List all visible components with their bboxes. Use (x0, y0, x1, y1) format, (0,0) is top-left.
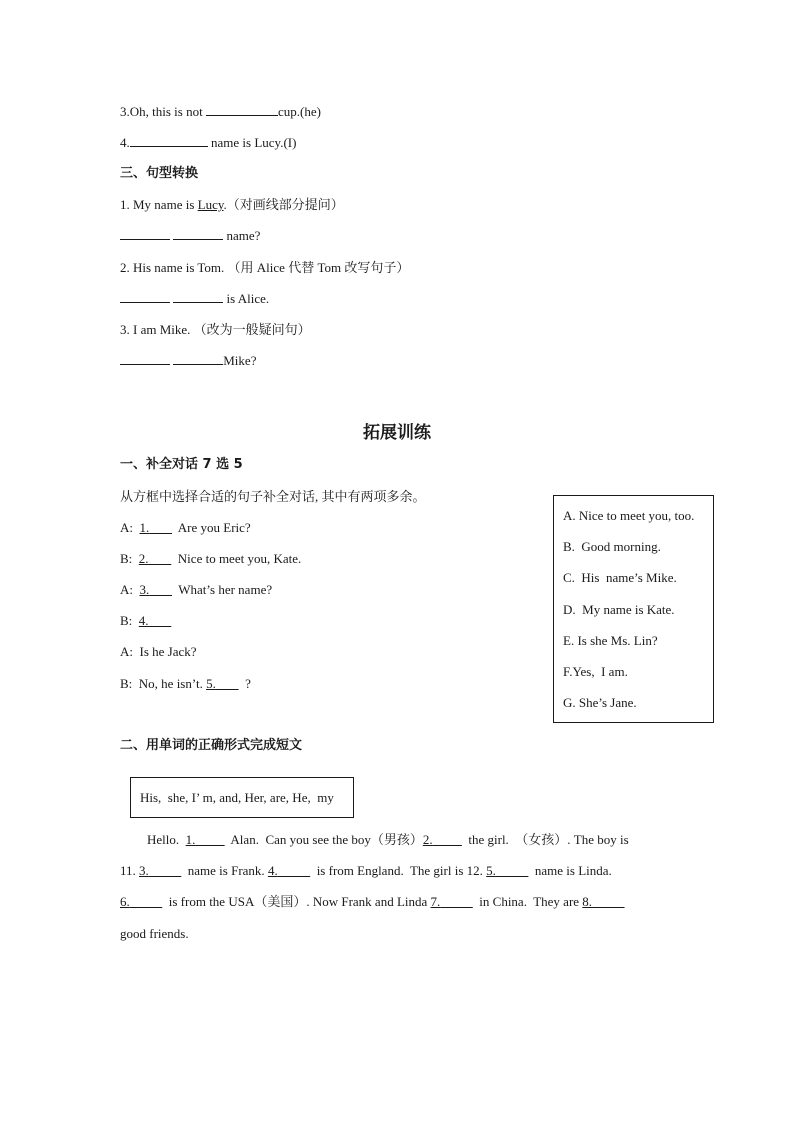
passage-text: name is Linda. (528, 863, 612, 878)
blank-number[interactable]: 2. (138, 551, 149, 566)
word-bank (130, 777, 354, 818)
blank-number[interactable]: 5. (486, 863, 496, 878)
option-f: F.Yes, I am. (563, 664, 628, 679)
passage-text: 11. (120, 863, 140, 878)
blank-number[interactable]: 8. (582, 894, 593, 909)
dialogue-line: A: Is he Jack? (120, 644, 197, 659)
answer-blank[interactable] (130, 134, 208, 147)
passage-text: Alan. Can you see the boy（男孩） (224, 832, 423, 847)
answer-text: Mike? (223, 353, 257, 368)
passage-text: is from England. The girl is 12. (310, 863, 487, 878)
answer-blank[interactable] (173, 290, 223, 303)
question-text: cup.(he) (277, 104, 321, 119)
speaker: B: No, he isn’t. (120, 676, 207, 691)
dialogue-line (120, 550, 301, 568)
dialogue-text: Nice to meet you, Kate. (171, 551, 302, 566)
section-heading: 一、补全对话 7 选 5 (120, 457, 243, 472)
passage-line (120, 862, 612, 880)
answer-line-1 (120, 227, 260, 245)
question-text: 1. My name is (120, 197, 198, 212)
underlined-word: Lucy (197, 197, 224, 212)
options-box (553, 495, 714, 723)
question-4 (120, 134, 296, 152)
answer-line-2 (120, 290, 269, 308)
option-c: C. His name’s Mike. (563, 570, 677, 585)
transform-question-2: 2. His name is Tom. （用 Alice 代替 Tom 改写句子） (120, 260, 410, 275)
blank-number[interactable]: 1. (139, 520, 150, 535)
blank-number[interactable]: 3. (139, 863, 149, 878)
speaker: B: (120, 613, 139, 628)
section-heading: 三、句型转换 (120, 166, 199, 181)
option-e: E. Is she Ms. Lin? (563, 633, 658, 648)
answer-blank[interactable] (173, 227, 223, 240)
passage-line (147, 831, 629, 849)
answer-blank[interactable] (173, 352, 223, 365)
dialogue-text: Are you Eric? (172, 520, 251, 535)
dialogue-line (120, 519, 251, 537)
blank-number[interactable]: 6. (120, 894, 130, 909)
answer-blank[interactable] (206, 103, 278, 116)
answer-text: is Alice. (223, 291, 270, 306)
dialogue-line (120, 581, 272, 599)
speaker: A: (120, 520, 140, 535)
option-a: A. Nice to meet you, too. (563, 508, 695, 523)
question-text: 3.Oh, this is not (120, 104, 206, 119)
transform-question-1 (120, 196, 344, 214)
answer-blank[interactable] (120, 227, 170, 240)
passage-line (120, 893, 625, 911)
speaker: A: (120, 582, 140, 597)
option-d: D. My name is Kate. (563, 602, 675, 617)
answer-text: name? (223, 228, 261, 243)
blank-number[interactable]: 5. (206, 676, 216, 691)
blank-number[interactable]: 3. (139, 582, 150, 597)
question-text: 4. (120, 135, 130, 150)
instructions: 从方框中选择合适的句子补全对话, 其中有两项多余。 (120, 489, 426, 504)
passage-text: Hello. (147, 832, 186, 847)
answer-line-3 (120, 352, 256, 370)
passage-text: is from the USA（美国）. Now Frank and Linda (162, 894, 431, 909)
blank-number[interactable]: 2. (422, 832, 433, 847)
option-b: B. Good morning. (563, 539, 661, 554)
blank-number[interactable]: 4. (267, 863, 278, 878)
answer-blank[interactable] (120, 352, 170, 365)
blank-number[interactable]: 4. (138, 613, 149, 628)
dialogue-text: ? (238, 676, 251, 691)
passage-line: good friends. (120, 926, 189, 941)
word-bank-text: His, she, I’ m, and, Her, are, He, my (140, 790, 334, 805)
page-title: 拓展训练 (363, 423, 431, 443)
question-text: name is Lucy.(I) (207, 135, 297, 150)
blank-number[interactable]: 1. (185, 832, 196, 847)
answer-blank[interactable] (120, 290, 170, 303)
transform-question-3: 3. I am Mike. （改为一般疑问句） (120, 322, 311, 337)
speaker: B: (120, 551, 139, 566)
question-3 (120, 103, 321, 121)
passage-text: in China. They are (472, 894, 583, 909)
passage-text: name is Frank. (181, 863, 268, 878)
dialogue-line (120, 612, 171, 630)
dialogue-line (120, 675, 251, 693)
blank-number[interactable]: 7. (430, 894, 441, 909)
dialogue-text: What’s her name? (172, 582, 273, 597)
option-g: G. She’s Jane. (563, 695, 637, 710)
question-text: .（对画线部分提问） (223, 197, 344, 212)
section-heading: 二、用单词的正确形式完成短文 (120, 738, 303, 753)
passage-text: the girl. （女孩）. The boy is (461, 832, 629, 847)
